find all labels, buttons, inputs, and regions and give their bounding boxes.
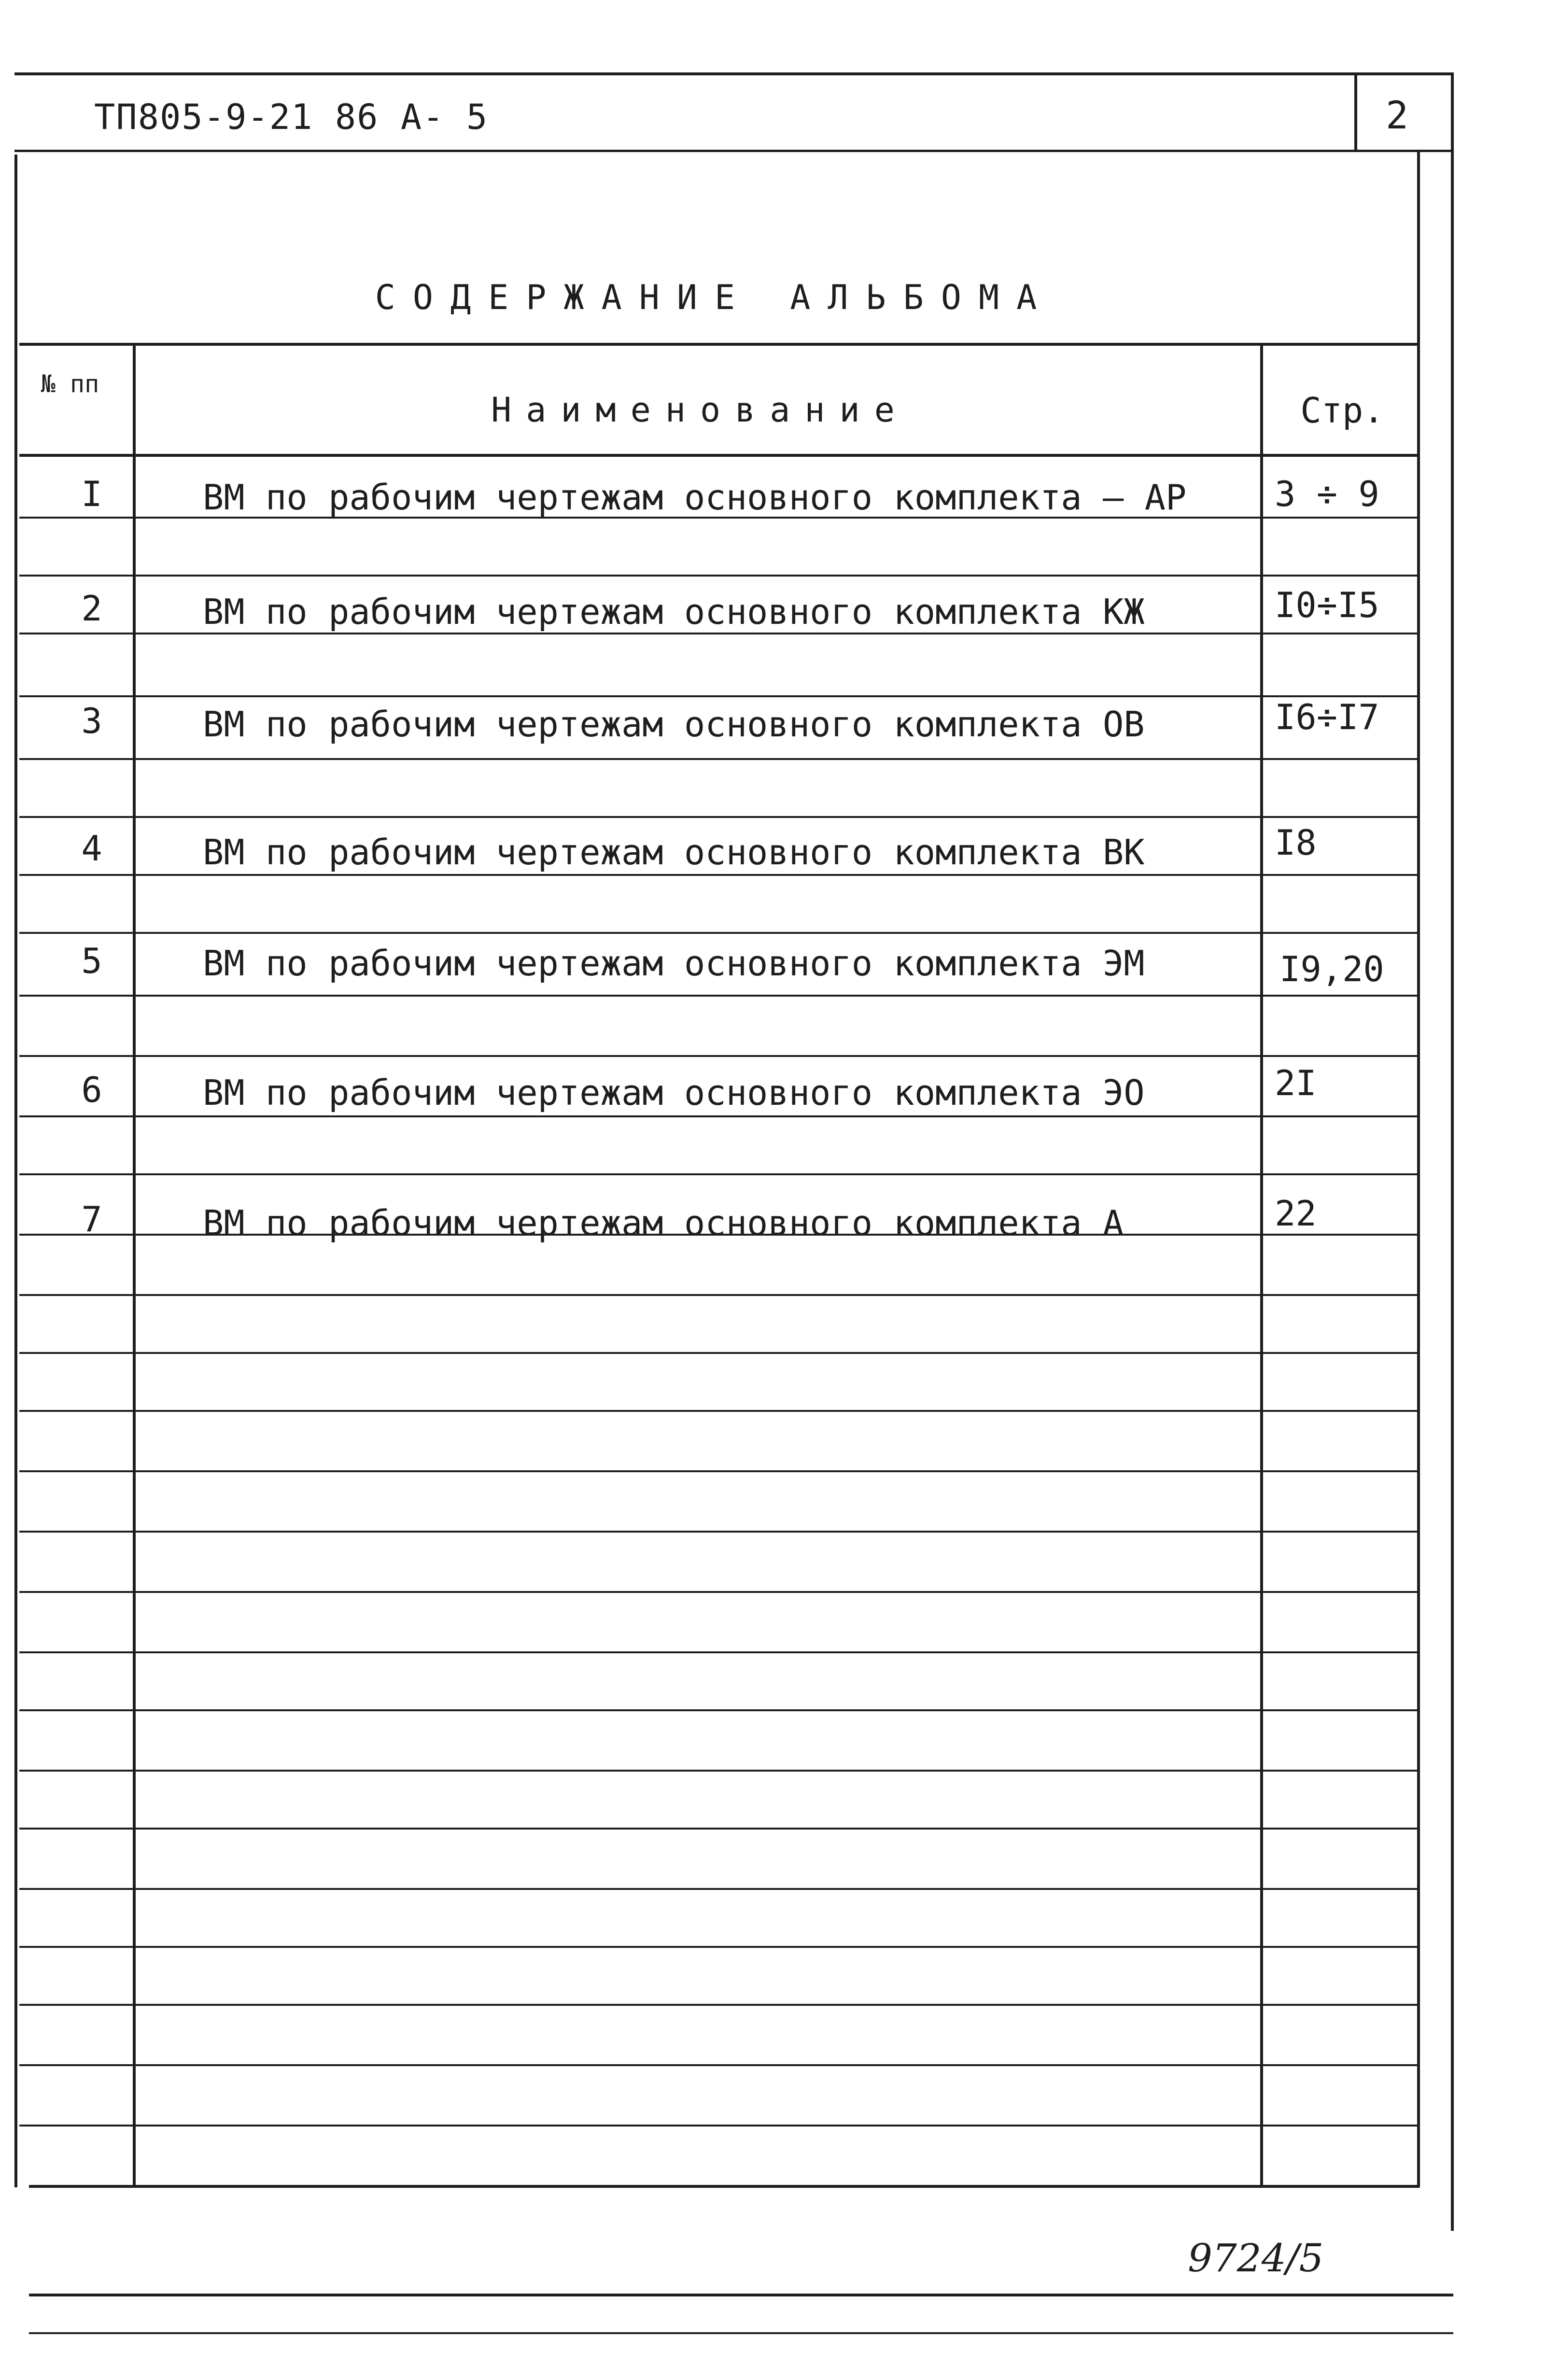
header-row-line [19,454,1419,457]
table-row-number: 7 [81,1199,102,1239]
table-row-name: ВМ по рабочим чертежам основного комплекта – АР [203,477,1187,518]
table-row-page: I0÷I5 [1275,585,1379,625]
column-header-page: Стр. [1300,390,1384,431]
table-row-name: ВМ по рабочим чертежам основного комплекта А [203,1203,1124,1243]
row-rule [19,2125,1419,2127]
row-rule [19,758,1419,760]
table-right-line [1417,152,1420,2187]
row-rule [19,1709,1419,1711]
frame-right-line [1451,72,1454,2231]
table-row-number: 5 [81,941,102,981]
table-row-name: ВМ по рабочим чертежам основного комплекта КЖ [203,591,1145,632]
row-rule [19,1470,1419,1472]
row-rule [19,932,1419,934]
row-rule [19,816,1419,818]
column-divider-page [1260,345,1263,2187]
table-top-line [19,343,1419,346]
footer-separator-line [29,2332,1453,2334]
table-row-number: 3 [81,701,102,741]
table-row-page: I9,20 [1279,949,1384,989]
table-row-page: I8 [1275,822,1317,863]
column-header-number: № пп [41,370,99,398]
table-row-number: 6 [81,1070,102,1110]
frame-left-line [14,155,17,2187]
row-rule [19,1770,1419,1772]
row-rule [19,1294,1419,1296]
header-bottom-line [14,150,1453,152]
row-rule [19,1410,1419,1412]
row-rule [19,1828,1419,1830]
row-rule [19,1352,1419,1354]
row-rule [19,695,1419,697]
row-rule [19,1055,1419,1057]
table-row-number: 4 [81,828,102,869]
row-rule [19,1115,1419,1117]
column-header-name: Наименование [491,390,909,430]
table-row-name: ВМ по рабочим чертежам основного комплекта ОВ [203,704,1145,745]
table-row-page: 22 [1275,1193,1317,1234]
row-rule [19,1651,1419,1653]
row-rule [19,575,1419,577]
row-rule [19,2004,1419,2006]
table-row-number: I [81,474,102,514]
row-rule [19,1888,1419,1890]
sheet-number: 2 [1386,94,1408,138]
table-row-page: 3 ÷ 9 [1275,474,1379,514]
table-row-name: ВМ по рабочим чертежам основного комплекта ЭМ [203,943,1145,984]
sheet-number-divider [1354,72,1357,152]
row-rule [19,874,1419,876]
table-bottom-line [29,2185,1419,2188]
frame-top-line [14,72,1453,75]
document-code: ТП805-9-21 86 А- 5 [94,97,489,137]
frame-bottom-line [29,2294,1453,2296]
row-rule [19,2064,1419,2066]
row-rule [19,995,1419,997]
row-rule [19,1946,1419,1948]
table-row-page: I6÷I7 [1275,697,1379,737]
row-rule [19,1531,1419,1533]
table-row-name: ВМ по рабочим чертежам основного комплекта ВК [203,832,1145,873]
table-row-page: 2I [1275,1063,1317,1103]
table-row-number: 2 [81,588,102,629]
row-rule [19,1173,1419,1175]
footer-number: 9724/5 [1188,2236,1324,2281]
album-title: СОДЕРЖАНИЕ АЛЬБОМА [375,278,1054,317]
row-rule [19,1591,1419,1593]
table-row-name: ВМ по рабочим чертежам основного комплекта ЭО [203,1072,1145,1113]
